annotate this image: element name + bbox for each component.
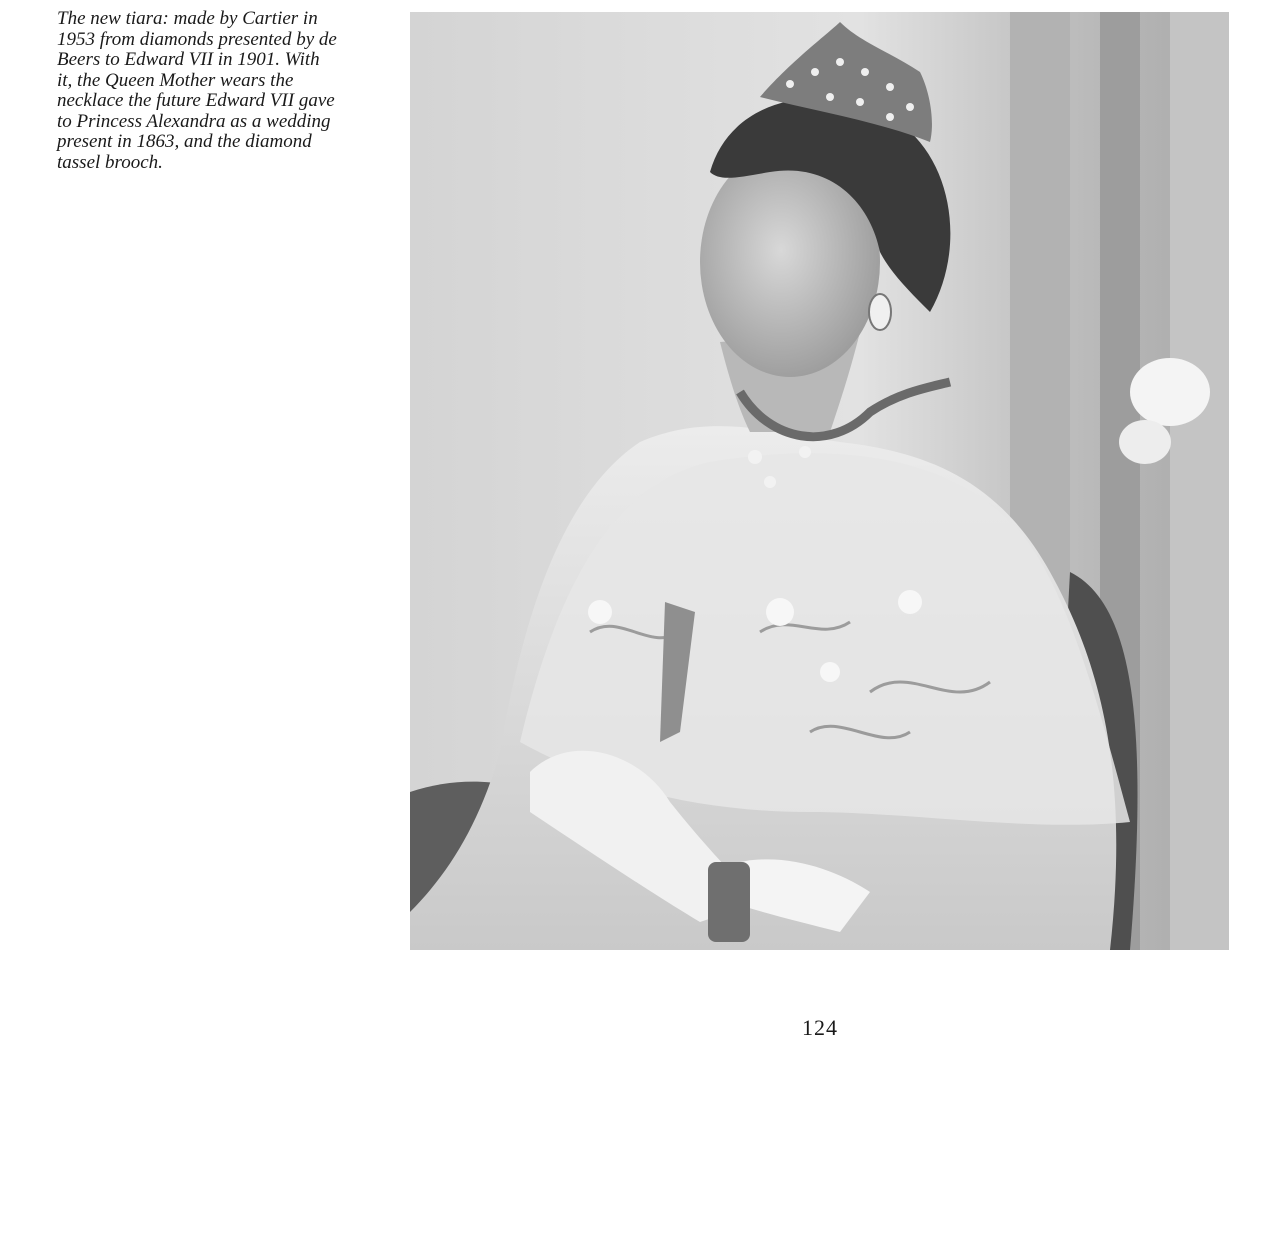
- portrait-photograph: [410, 12, 1229, 950]
- caption-line: Beers to Edward VII in 1901. With: [57, 49, 320, 70]
- caption-line: present in 1863, and the diamond: [57, 131, 312, 152]
- caption-line: tassel brooch.: [57, 151, 163, 173]
- caption-line: to Princess Alexandra as a wedding: [57, 110, 331, 132]
- page-number: 124: [802, 1015, 838, 1040]
- photo-caption: [57, 9, 387, 173]
- caption-line: it, the Queen Mother wears the: [57, 69, 294, 91]
- caption-line: necklace the future Edward VII gave: [57, 90, 335, 111]
- caption-line: The new tiara: made by Cartier in: [57, 8, 318, 29]
- caption-line: 1953 from diamonds presented by de: [57, 28, 337, 50]
